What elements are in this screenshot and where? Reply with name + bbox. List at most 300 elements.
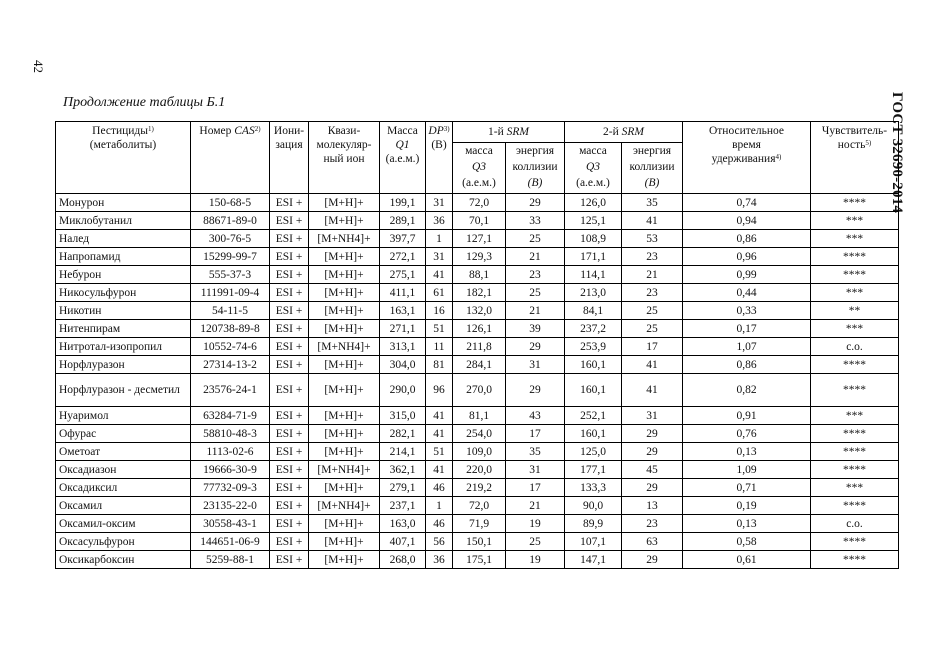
cell-ionization: ESI +: [270, 302, 309, 320]
cell-cas-number: 1113-02-6: [191, 443, 270, 461]
cell-srm1-ce: 31: [506, 356, 565, 374]
cell-sensitivity: ***: [811, 284, 899, 302]
cell-quasi-ion: [M+H]+: [309, 425, 380, 443]
table-row: [56, 284, 899, 302]
cell-srm2-ce: 41: [622, 374, 683, 407]
cell-pesticide: Оксасульфурон: [56, 533, 191, 551]
cell-retention-time: 0,82: [683, 374, 811, 407]
cell-srm2-q3: 114,1: [565, 266, 622, 284]
cell-srm2-ce: 29: [622, 551, 683, 569]
cell-srm1-q3: 70,1: [453, 212, 506, 230]
cell-srm1-q3: 220,0: [453, 461, 506, 479]
col-sens-line1: Чувствитель-: [821, 125, 888, 137]
cell-dp: 31: [426, 248, 453, 266]
cell-dp: 46: [426, 479, 453, 497]
cell-quasi-ion: [M+H]+: [309, 266, 380, 284]
cell-srm1-ce: 17: [506, 425, 565, 443]
cell-srm2-ce: 29: [622, 479, 683, 497]
cell-srm1-q3: 284,1: [453, 356, 506, 374]
cell-dp: 41: [426, 407, 453, 425]
cell-quasi-ion: [M+H]+: [309, 533, 380, 551]
q3-line3: (а.е.м.): [576, 177, 610, 189]
cell-srm1-q3: 132,0: [453, 302, 506, 320]
cell-ionization: ESI +: [270, 356, 309, 374]
col-srm2-label: SRM: [621, 126, 644, 138]
cell-pesticide: Миклобутанил: [56, 212, 191, 230]
cell-ionization: ESI +: [270, 443, 309, 461]
page-number: 42: [31, 60, 46, 73]
cell-ionization: ESI +: [270, 248, 309, 266]
cell-srm2-ce: 63: [622, 533, 683, 551]
cell-srm1-q3: 72,0: [453, 497, 506, 515]
col-pesticide: [56, 122, 191, 194]
cell-sensitivity: ***: [811, 320, 899, 338]
cell-quasi-ion: [M+NH4]+: [309, 461, 380, 479]
col-srm2: [565, 122, 683, 143]
ce-line2: коллизии: [629, 161, 675, 173]
cell-mass-q1: 362,1: [380, 461, 426, 479]
cell-mass-q1: 289,1: [380, 212, 426, 230]
q3-line1: масса: [579, 145, 607, 157]
cell-quasi-ion: [M+H]+: [309, 443, 380, 461]
col-cas: [191, 122, 270, 194]
col-dp: [426, 122, 453, 194]
cell-mass-q1: 397,7: [380, 230, 426, 248]
cell-mass-q1: 199,1: [380, 194, 426, 212]
col-ionization-line2: зация: [275, 139, 303, 151]
cell-sensitivity: ***: [811, 479, 899, 497]
table-row: [56, 374, 899, 407]
cell-quasi-ion: [M+H]+: [309, 284, 380, 302]
cell-mass-q1: 282,1: [380, 425, 426, 443]
cell-pesticide: Налед: [56, 230, 191, 248]
cell-ionization: ESI +: [270, 497, 309, 515]
cell-mass-q1: 275,1: [380, 266, 426, 284]
ce-line3: (В): [527, 177, 543, 189]
table-row: [56, 320, 899, 338]
cell-pesticide: Напропамид: [56, 248, 191, 266]
cell-retention-time: 1,09: [683, 461, 811, 479]
cell-srm2-ce: 41: [622, 212, 683, 230]
cell-cas-number: 111991-09-4: [191, 284, 270, 302]
cell-sensitivity: ****: [811, 551, 899, 569]
cell-sensitivity: ****: [811, 194, 899, 212]
col-rt-line3: удерживания: [711, 153, 776, 165]
q3-line2: Q3: [471, 161, 487, 173]
cell-dp: 61: [426, 284, 453, 302]
cell-srm1-q3: 254,0: [453, 425, 506, 443]
cell-ionization: ESI +: [270, 284, 309, 302]
cell-srm1-q3: 150,1: [453, 533, 506, 551]
cell-mass-q1: 163,0: [380, 515, 426, 533]
cell-pesticide: Никосульфурон: [56, 284, 191, 302]
header-row-top: [56, 122, 899, 143]
table-row: [56, 497, 899, 515]
cell-quasi-ion: [M+NH4]+: [309, 230, 380, 248]
cell-srm2-ce: 29: [622, 443, 683, 461]
cell-srm1-ce: 17: [506, 479, 565, 497]
cell-srm2-ce: 41: [622, 356, 683, 374]
cell-cas-number: 300-76-5: [191, 230, 270, 248]
cell-srm1-ce: 29: [506, 338, 565, 356]
cell-srm2-ce: 23: [622, 248, 683, 266]
col-mass-q1: [380, 122, 426, 194]
col-srm1-prefix: 1-й: [488, 126, 507, 138]
col-retention-time: [683, 122, 811, 194]
cell-sensitivity: ****: [811, 266, 899, 284]
cell-srm2-q3: 84,1: [565, 302, 622, 320]
cell-mass-q1: 411,1: [380, 284, 426, 302]
cell-dp: 1: [426, 230, 453, 248]
cell-srm1-ce: 33: [506, 212, 565, 230]
col-srm1: [453, 122, 565, 143]
cell-retention-time: 0,19: [683, 497, 811, 515]
cell-dp: 46: [426, 515, 453, 533]
cell-pesticide: Нитенпирам: [56, 320, 191, 338]
cell-srm2-q3: 160,1: [565, 425, 622, 443]
q3-line3: (а.е.м.): [462, 177, 496, 189]
cell-cas-number: 19666-30-9: [191, 461, 270, 479]
cell-dp: 36: [426, 551, 453, 569]
ce-line1: энергия: [515, 145, 555, 157]
cell-srm2-q3: 133,3: [565, 479, 622, 497]
cell-srm1-ce: 21: [506, 497, 565, 515]
cell-quasi-ion: [M+H]+: [309, 356, 380, 374]
col-quasi-line3: ный ион: [323, 153, 365, 165]
col-mass-line1: Масса: [387, 125, 418, 137]
cell-srm1-ce: 23: [506, 266, 565, 284]
cell-quasi-ion: [M+H]+: [309, 248, 380, 266]
table-row: [56, 461, 899, 479]
cell-dp: 51: [426, 320, 453, 338]
cell-mass-q1: 315,0: [380, 407, 426, 425]
cell-pesticide: Монурон: [56, 194, 191, 212]
cell-srm1-ce: 25: [506, 284, 565, 302]
cell-sensitivity: ***: [811, 407, 899, 425]
footnote-5: 5): [865, 139, 872, 147]
cell-retention-time: 0,71: [683, 479, 811, 497]
cell-srm2-ce: 23: [622, 284, 683, 302]
cell-srm2-ce: 17: [622, 338, 683, 356]
cell-srm2-q3: 126,0: [565, 194, 622, 212]
cell-pesticide: Норфлуразон: [56, 356, 191, 374]
table-body: [56, 194, 899, 569]
col-sens-line2: ность: [837, 139, 866, 151]
col-quasi-line2: молекуляр-: [316, 139, 372, 151]
cell-srm2-q3: 160,1: [565, 356, 622, 374]
cell-srm1-ce: 39: [506, 320, 565, 338]
ce-line3: (В): [644, 177, 660, 189]
cell-mass-q1: 271,1: [380, 320, 426, 338]
footnote-1: 1): [148, 125, 154, 133]
table-header: [56, 122, 899, 194]
cell-sensitivity: ****: [811, 497, 899, 515]
cell-ionization: ESI +: [270, 374, 309, 407]
cell-srm1-q3: 72,0: [453, 194, 506, 212]
cell-srm2-q3: 89,9: [565, 515, 622, 533]
cell-srm1-q3: 129,3: [453, 248, 506, 266]
cell-cas-number: 5259-88-1: [191, 551, 270, 569]
cell-srm1-ce: 35: [506, 443, 565, 461]
cell-dp: 16: [426, 302, 453, 320]
col-srm2-ce: [622, 143, 683, 194]
cell-cas-number: 23576-24-1: [191, 374, 270, 407]
cell-retention-time: 0,99: [683, 266, 811, 284]
cell-srm2-ce: 45: [622, 461, 683, 479]
ce-line1: энергия: [632, 145, 672, 157]
standard-designation: ГОСТ 32690-2014: [889, 92, 905, 214]
cell-srm1-q3: 88,1: [453, 266, 506, 284]
col-pesticide-line1: Пестициды: [92, 125, 149, 137]
table-row: [56, 248, 899, 266]
cell-sensitivity: ****: [811, 461, 899, 479]
cell-quasi-ion: [M+H]+: [309, 374, 380, 407]
cell-srm1-q3: 211,8: [453, 338, 506, 356]
cell-retention-time: 0,13: [683, 443, 811, 461]
cell-srm2-q3: 171,1: [565, 248, 622, 266]
cell-retention-time: 0,33: [683, 302, 811, 320]
cell-srm1-ce: 21: [506, 248, 565, 266]
cell-ionization: ESI +: [270, 479, 309, 497]
table-row: [56, 425, 899, 443]
cell-cas-number: 120738-89-8: [191, 320, 270, 338]
cell-srm1-ce: 25: [506, 533, 565, 551]
cell-quasi-ion: [M+H]+: [309, 479, 380, 497]
cell-ionization: ESI +: [270, 230, 309, 248]
cell-srm2-q3: 125,1: [565, 212, 622, 230]
table-row: [56, 230, 899, 248]
cell-srm1-ce: 19: [506, 515, 565, 533]
cell-cas-number: 27314-13-2: [191, 356, 270, 374]
cell-ionization: ESI +: [270, 425, 309, 443]
q3-line1: масса: [465, 145, 493, 157]
cell-mass-q1: 237,1: [380, 497, 426, 515]
cell-pesticide: Ометоат: [56, 443, 191, 461]
cell-srm1-q3: 71,9: [453, 515, 506, 533]
col-srm1-label: SRM: [506, 126, 529, 138]
cell-quasi-ion: [M+NH4]+: [309, 497, 380, 515]
col-mass-line3: (а.е.м.): [385, 153, 420, 165]
cell-pesticide: Оксадиксил: [56, 479, 191, 497]
cell-cas-number: 10552-74-6: [191, 338, 270, 356]
cell-dp: 81: [426, 356, 453, 374]
cell-cas-number: 77732-09-3: [191, 479, 270, 497]
cell-srm1-ce: 29: [506, 374, 565, 407]
col-mass-line2: Q1: [395, 139, 410, 151]
cell-dp: 96: [426, 374, 453, 407]
cell-sensitivity: ****: [811, 443, 899, 461]
table-caption: Продолжение таблицы Б.1: [63, 95, 226, 110]
cell-srm2-q3: 90,0: [565, 497, 622, 515]
cell-sensitivity: ****: [811, 374, 899, 407]
cell-dp: 51: [426, 443, 453, 461]
cell-dp: 31: [426, 194, 453, 212]
pesticide-table: [55, 121, 899, 569]
cell-ionization: ESI +: [270, 212, 309, 230]
cell-ionization: ESI +: [270, 407, 309, 425]
col-dp-unit: (В): [431, 139, 447, 151]
cell-retention-time: 0,94: [683, 212, 811, 230]
table-row: [56, 443, 899, 461]
cell-mass-q1: 279,1: [380, 479, 426, 497]
cell-ionization: ESI +: [270, 515, 309, 533]
table-row: [56, 266, 899, 284]
cell-srm2-ce: 25: [622, 302, 683, 320]
cell-cas-number: 63284-71-9: [191, 407, 270, 425]
cell-srm1-q3: 175,1: [453, 551, 506, 569]
cell-retention-time: 0,76: [683, 425, 811, 443]
cell-cas-number: 555-37-3: [191, 266, 270, 284]
col-sensitivity: [811, 122, 899, 194]
cell-pesticide: Оксикарбоксин: [56, 551, 191, 569]
cell-srm2-ce: 25: [622, 320, 683, 338]
cell-retention-time: 0,61: [683, 551, 811, 569]
cell-srm2-q3: 108,9: [565, 230, 622, 248]
cell-ionization: ESI +: [270, 194, 309, 212]
cell-dp: 56: [426, 533, 453, 551]
cell-srm2-ce: 35: [622, 194, 683, 212]
cell-retention-time: 0,58: [683, 533, 811, 551]
cell-srm1-ce: 25: [506, 230, 565, 248]
cell-sensitivity: ***: [811, 230, 899, 248]
cell-dp: 41: [426, 425, 453, 443]
cell-srm2-ce: 13: [622, 497, 683, 515]
col-rt-line2: время: [732, 139, 761, 151]
table-row: [56, 533, 899, 551]
cell-dp: 1: [426, 497, 453, 515]
cell-cas-number: 30558-43-1: [191, 515, 270, 533]
cell-srm1-ce: 19: [506, 551, 565, 569]
cell-quasi-ion: [M+H]+: [309, 515, 380, 533]
cell-srm1-q3: 126,1: [453, 320, 506, 338]
table-row: [56, 338, 899, 356]
cell-srm2-ce: 21: [622, 266, 683, 284]
col-srm1-q3: [453, 143, 506, 194]
cell-mass-q1: 313,1: [380, 338, 426, 356]
cell-retention-time: 0,91: [683, 407, 811, 425]
cell-cas-number: 58810-48-3: [191, 425, 270, 443]
cell-srm2-q3: 253,9: [565, 338, 622, 356]
cell-sensitivity: ***: [811, 212, 899, 230]
cell-cas-number: 88671-89-0: [191, 212, 270, 230]
cell-quasi-ion: [M+H]+: [309, 407, 380, 425]
cell-cas-number: 15299-99-7: [191, 248, 270, 266]
cell-sensitivity: с.о.: [811, 515, 899, 533]
footnote-4: 4): [775, 153, 782, 161]
cell-srm1-ce: 29: [506, 194, 565, 212]
cell-srm2-q3: 252,1: [565, 407, 622, 425]
cell-srm2-ce: 31: [622, 407, 683, 425]
cell-mass-q1: 407,1: [380, 533, 426, 551]
cell-sensitivity: ****: [811, 248, 899, 266]
cell-ionization: ESI +: [270, 266, 309, 284]
table-row: [56, 407, 899, 425]
table-row: [56, 479, 899, 497]
cell-srm2-q3: 213,0: [565, 284, 622, 302]
footnote-3: 3): [443, 125, 450, 133]
table-row: [56, 515, 899, 533]
cell-srm2-q3: 125,0: [565, 443, 622, 461]
table-row: [56, 212, 899, 230]
cell-retention-time: 0,13: [683, 515, 811, 533]
cell-srm1-ce: 21: [506, 302, 565, 320]
cell-srm1-q3: 127,1: [453, 230, 506, 248]
cell-pesticide: Офурас: [56, 425, 191, 443]
cell-quasi-ion: [M+H]+: [309, 212, 380, 230]
col-srm2-prefix: 2-й: [603, 126, 622, 138]
cell-retention-time: 0,74: [683, 194, 811, 212]
cell-srm2-q3: 147,1: [565, 551, 622, 569]
cell-pesticide: Небурон: [56, 266, 191, 284]
cell-pesticide: Никотин: [56, 302, 191, 320]
cell-sensitivity: с.о.: [811, 338, 899, 356]
cell-mass-q1: 304,0: [380, 356, 426, 374]
cell-sensitivity: ****: [811, 356, 899, 374]
cell-retention-time: 0,86: [683, 356, 811, 374]
cell-srm2-ce: 53: [622, 230, 683, 248]
cell-quasi-ion: [M+NH4]+: [309, 338, 380, 356]
cell-retention-time: 0,17: [683, 320, 811, 338]
cell-srm2-q3: 107,1: [565, 533, 622, 551]
cell-mass-q1: 214,1: [380, 443, 426, 461]
cell-mass-q1: 163,1: [380, 302, 426, 320]
cell-pesticide: Оксамил: [56, 497, 191, 515]
cell-ionization: ESI +: [270, 533, 309, 551]
col-ionization: [270, 122, 309, 194]
cell-pesticide: Оксадиазон: [56, 461, 191, 479]
cell-quasi-ion: [M+H]+: [309, 320, 380, 338]
cell-sensitivity: ****: [811, 425, 899, 443]
cell-srm1-q3: 219,2: [453, 479, 506, 497]
table-row: [56, 356, 899, 374]
cell-pesticide: Нуаримол: [56, 407, 191, 425]
table-row: [56, 194, 899, 212]
cell-srm1-q3: 81,1: [453, 407, 506, 425]
cell-quasi-ion: [M+H]+: [309, 302, 380, 320]
cell-dp: 41: [426, 461, 453, 479]
footnote-2: 2): [254, 125, 261, 133]
cell-srm2-ce: 23: [622, 515, 683, 533]
col-quasi-line1: Квази-: [327, 125, 361, 137]
q3-line2: Q3: [585, 161, 601, 173]
ce-line2: коллизии: [512, 161, 558, 173]
cell-ionization: ESI +: [270, 338, 309, 356]
cell-retention-time: 1,07: [683, 338, 811, 356]
table-row: [56, 551, 899, 569]
cell-dp: 36: [426, 212, 453, 230]
cell-mass-q1: 290,0: [380, 374, 426, 407]
cell-cas-number: 144651-06-9: [191, 533, 270, 551]
col-srm2-q3: [565, 143, 622, 194]
cell-dp: 41: [426, 266, 453, 284]
cell-sensitivity: **: [811, 302, 899, 320]
cell-cas-number: 54-11-5: [191, 302, 270, 320]
cell-cas-number: 23135-22-0: [191, 497, 270, 515]
cell-retention-time: 0,44: [683, 284, 811, 302]
col-ionization-line1: Иони-: [273, 125, 305, 137]
cell-pesticide: Нитротал-изопропил: [56, 338, 191, 356]
table-row: [56, 302, 899, 320]
col-srm1-ce: [506, 143, 565, 194]
cell-mass-q1: 272,1: [380, 248, 426, 266]
cell-quasi-ion: [M+H]+: [309, 194, 380, 212]
cell-ionization: ESI +: [270, 461, 309, 479]
cell-sensitivity: ****: [811, 533, 899, 551]
cell-cas-number: 150-68-5: [191, 194, 270, 212]
col-dp-label: DP: [428, 125, 444, 137]
cell-srm1-q3: 109,0: [453, 443, 506, 461]
col-cas-prefix: Номер: [199, 125, 235, 137]
